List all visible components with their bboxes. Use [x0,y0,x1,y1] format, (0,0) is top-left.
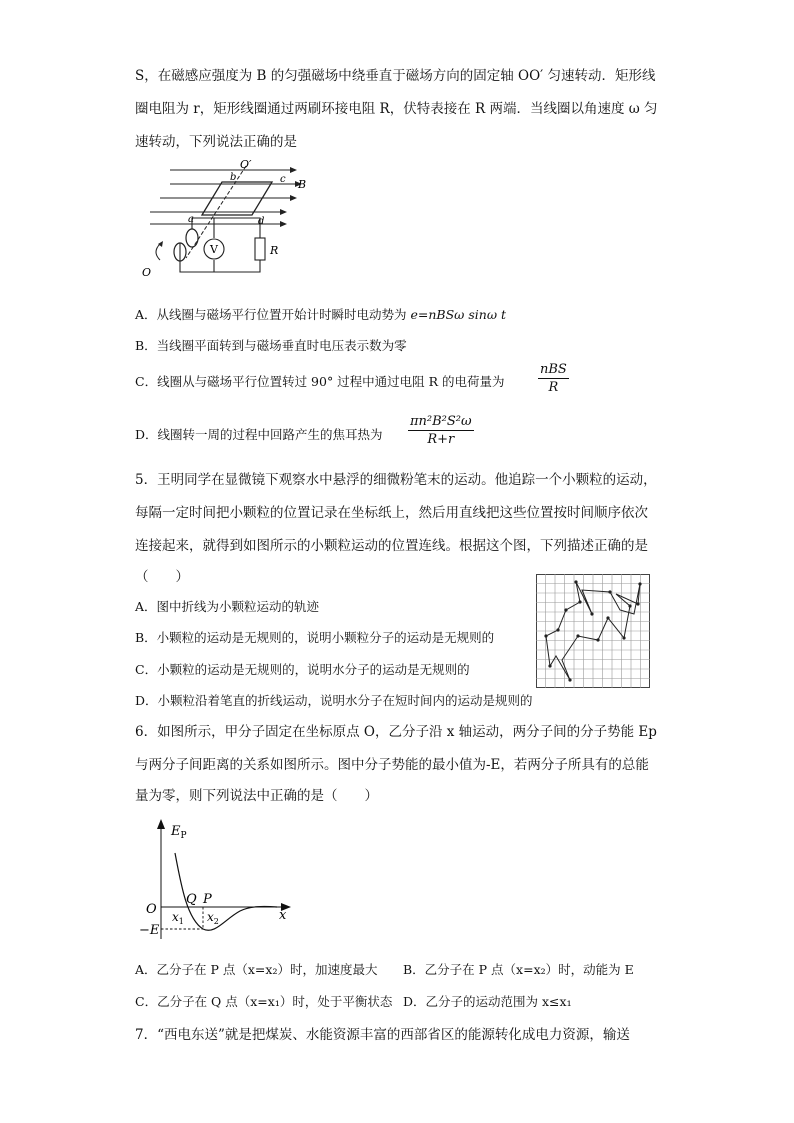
q4-option-d: D．线圈转一周的过程中回路产生的焦耳热为 [135,427,383,442]
q6-stem-line1: 6．如图所示，甲分子固定在坐标原点 O，乙分子沿 x 轴运动，两分子间的分子势能 Ep [135,724,657,740]
q6-option-a: A．乙分子在 P 点（x=x₂）时，加速度最大 [135,962,378,977]
q4-option-a-formula: e=nBSω sinω t [410,307,507,322]
q5-option-a: A．图中折线为小颗粒运动的轨迹 [135,599,320,614]
x2-label: $x_2$ [207,910,219,926]
q6-option-d: D．乙分子的运动范围为 x≤x₁ [403,994,572,1009]
q4-option-c-fraction [538,362,569,395]
q4-option-a: A．从线圈与磁场平行位置开始计时瞬时电动势为 e=nBSω sinω t [135,307,507,322]
corner-a-label: a [188,214,194,225]
q5-stem-line1: 5．王明同学在显微镜下观察水中悬浮的细微粉笔末的运动。他追踪一个小颗粒的运动， [135,472,657,488]
q5-option-b: B．小颗粒的运动是无规则的，说明小颗粒分子的运动是无规则的 [135,630,495,645]
corner-d-label: d [258,216,265,227]
fraction-denominator: R [548,380,559,395]
min-energy-label: −E [139,923,160,938]
x1-label: $x_1$ [172,910,184,926]
potential-energy-graph [135,815,295,945]
fraction-numerator: nBS [540,362,567,377]
axis-x-label: x [279,908,287,923]
brownian-motion-grid-figure [536,574,652,690]
q6-option-b: B．乙分子在 P 点（x=x₂）时，动能为 E [403,962,634,977]
q6-stem-line2: 与两分子间距离的关系如图所示。图中分子势能的最小值为-E，若两分子所具有的总能 [135,757,649,773]
q4-stem-line1: S，在磁感应强度为 B 的匀强磁场中绕垂直于磁场方向的固定轴 OO′ 匀速转动．矩形线 [135,68,656,84]
q4-option-c: C．线圈从与磁场平行位置转过 90° 过程中通过电阻 R 的电荷量为 [135,374,505,389]
q4-stem-line2: 圈电阻为 r，矩形线圈通过两刷环接电阻 R，伏特表接在 R 两端．当线圈以角速度 ω 匀 [135,101,658,117]
q6-stem-line3: 量为零，则下列说法中正确的是（ ） [135,788,378,804]
point-p-label: P [203,892,212,907]
q5-stem-line3: 连接起来，就得到如图所示的小颗粒运动的位置连线。根据这个图，下列描述正确的是 [135,538,648,554]
q4-option-b: B．当线圈平面转到与磁场垂直时电压表示数为零 [135,338,407,353]
corner-b-label: b [230,172,237,183]
q7-stem-line1: 7．“西电东送”就是把煤炭、水能资源丰富的西部省区的能源转化成电力资源，输送 [135,1027,630,1043]
axis-y-label: $E_P$ [171,824,187,841]
resistor-label: R [270,244,279,257]
generator-coil-figure [130,160,320,285]
q5-stem-line2: 每隔一定时间把小颗粒的位置记录在坐标纸上，然后用直线把这些位置按时间顺序依次 [135,505,648,521]
fraction-denominator: R+r [427,432,455,447]
point-q-label: Q [186,892,197,907]
corner-c-label: c [280,174,286,185]
field-B-label: B [298,178,307,191]
origin-label: O [146,902,157,917]
fraction-numerator: πn²B²S²ω [410,414,472,429]
q4-stem-line3: 速转动，下列说法正确的是 [135,134,297,150]
q5-answer-blank: （ ） [135,569,189,585]
axis-bottom-label: O [142,266,152,279]
voltmeter-label: V [210,243,218,256]
axis-top-label: O′ [240,160,252,171]
q5-option-d: D．小颗粒沿着笔直的折线运动，说明水分子在短时间内的运动是规则的 [135,693,533,708]
q6-option-c: C．乙分子在 Q 点（x=x₁）时，处于平衡状态 [135,994,393,1009]
q5-option-c: C．小颗粒的运动是无规则的，说明水分子的运动是无规则的 [135,662,470,677]
q4-option-d-fraction [408,414,474,447]
